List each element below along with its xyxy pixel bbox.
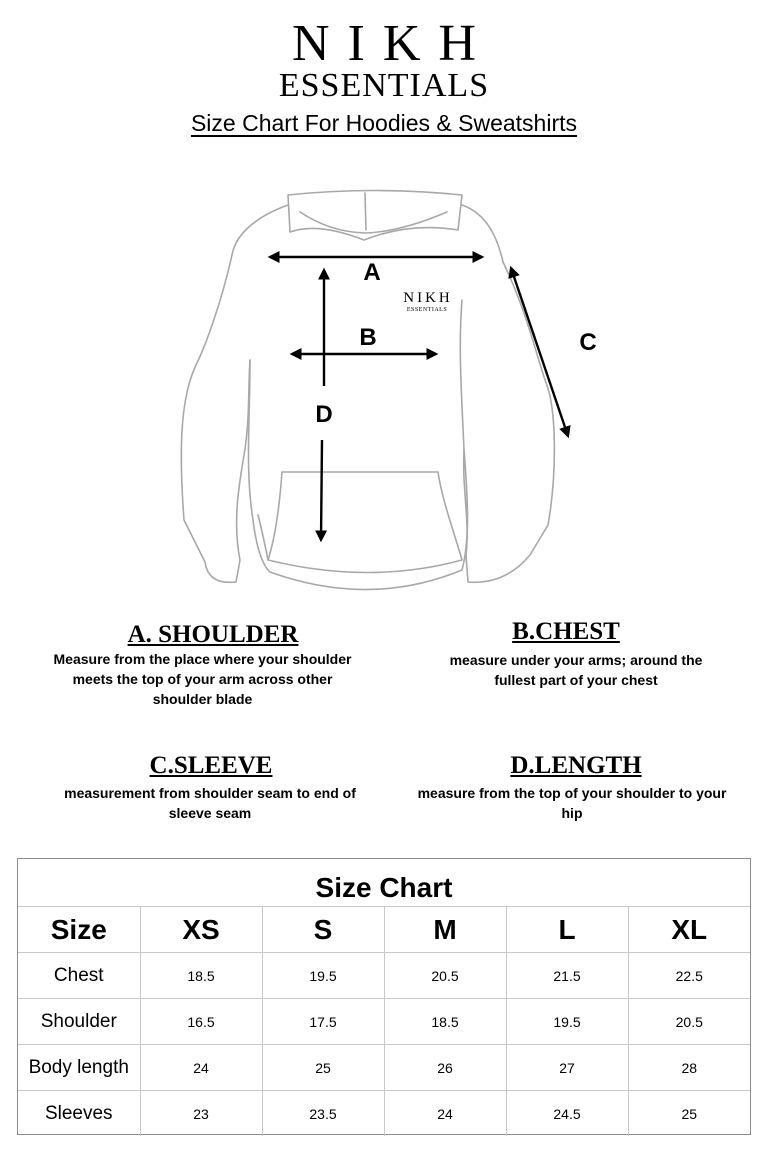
brand-name: NIKH (292, 15, 494, 72)
illustration-logo-sub: ESSENTIALS (406, 307, 448, 313)
table-row (18, 1091, 750, 1137)
table-cell: 23 (140, 1091, 262, 1137)
header-s: S (262, 907, 384, 953)
page-subtitle: Size Chart For Hoodies & Sweatshirts (190, 110, 578, 136)
label-d: D (315, 401, 333, 428)
header-xs: XS (140, 907, 262, 953)
label-b: B (359, 324, 377, 351)
table-cell: 20.5 (628, 999, 750, 1045)
table-cell: 27 (506, 1045, 628, 1091)
hoodie-illustration (0, 150, 768, 620)
table-cell: 20.5 (384, 953, 506, 999)
table-row (18, 999, 750, 1045)
header-xl: XL (628, 907, 750, 953)
table-cell: 26 (384, 1045, 506, 1091)
header-m: M (384, 907, 506, 953)
sleeve-title: C.SLEEVE (149, 752, 273, 779)
table-cell: 18.5 (384, 999, 506, 1045)
size-chart (17, 858, 751, 1135)
table-cell: 22.5 (628, 953, 750, 999)
table-cell: 19.5 (262, 953, 384, 999)
header-size: Size (18, 907, 140, 953)
size-header-row (18, 907, 750, 953)
header-l: L (506, 907, 628, 953)
table-cell: 24.5 (506, 1091, 628, 1137)
sleeve-text: measurement from shoulder seam to end of sleeve seam (64, 785, 356, 821)
row-label-body-length: Body length (18, 1045, 140, 1091)
table-row (18, 1045, 750, 1091)
shoulder-text: Measure from the place where your shoulder meets the top of your arm across other shoulder blade (53, 651, 352, 707)
table-cell: 25 (628, 1091, 750, 1137)
size-chart-title: Size Chart (315, 872, 453, 903)
chest-text: measure under your arms; around the fullest part of your chest (449, 652, 703, 688)
row-label-sleeves: Sleeves (18, 1091, 140, 1137)
label-c: C (579, 329, 597, 356)
table-cell: 18.5 (140, 953, 262, 999)
table-cell: 16.5 (140, 999, 262, 1045)
length-title: D.LENGTH (510, 752, 642, 779)
table-cell: 23.5 (262, 1091, 384, 1137)
table-cell: 25 (262, 1045, 384, 1091)
table-row (18, 953, 750, 999)
table-cell: 17.5 (262, 999, 384, 1045)
table-cell: 28 (628, 1045, 750, 1091)
length-text: measure from the top of your shoulder to your hip (417, 785, 727, 821)
chest-title: B.CHEST (512, 618, 620, 645)
illustration-logo-name: NIKH (403, 290, 453, 306)
arrow-d-bottom (321, 440, 322, 540)
hoodie-outline (181, 191, 554, 590)
table-cell: 24 (140, 1045, 262, 1091)
table-cell: 19.5 (506, 999, 628, 1045)
size-table (18, 906, 750, 1136)
row-label-chest: Chest (18, 953, 140, 999)
label-a: A (363, 259, 381, 286)
row-label-shoulder: Shoulder (18, 999, 140, 1045)
shoulder-title: A. SHOULDER (127, 621, 299, 648)
table-cell: 24 (384, 1091, 506, 1137)
table-cell: 21.5 (506, 953, 628, 999)
arrow-c (511, 268, 568, 436)
brand-subname: ESSENTIALS (278, 67, 490, 104)
